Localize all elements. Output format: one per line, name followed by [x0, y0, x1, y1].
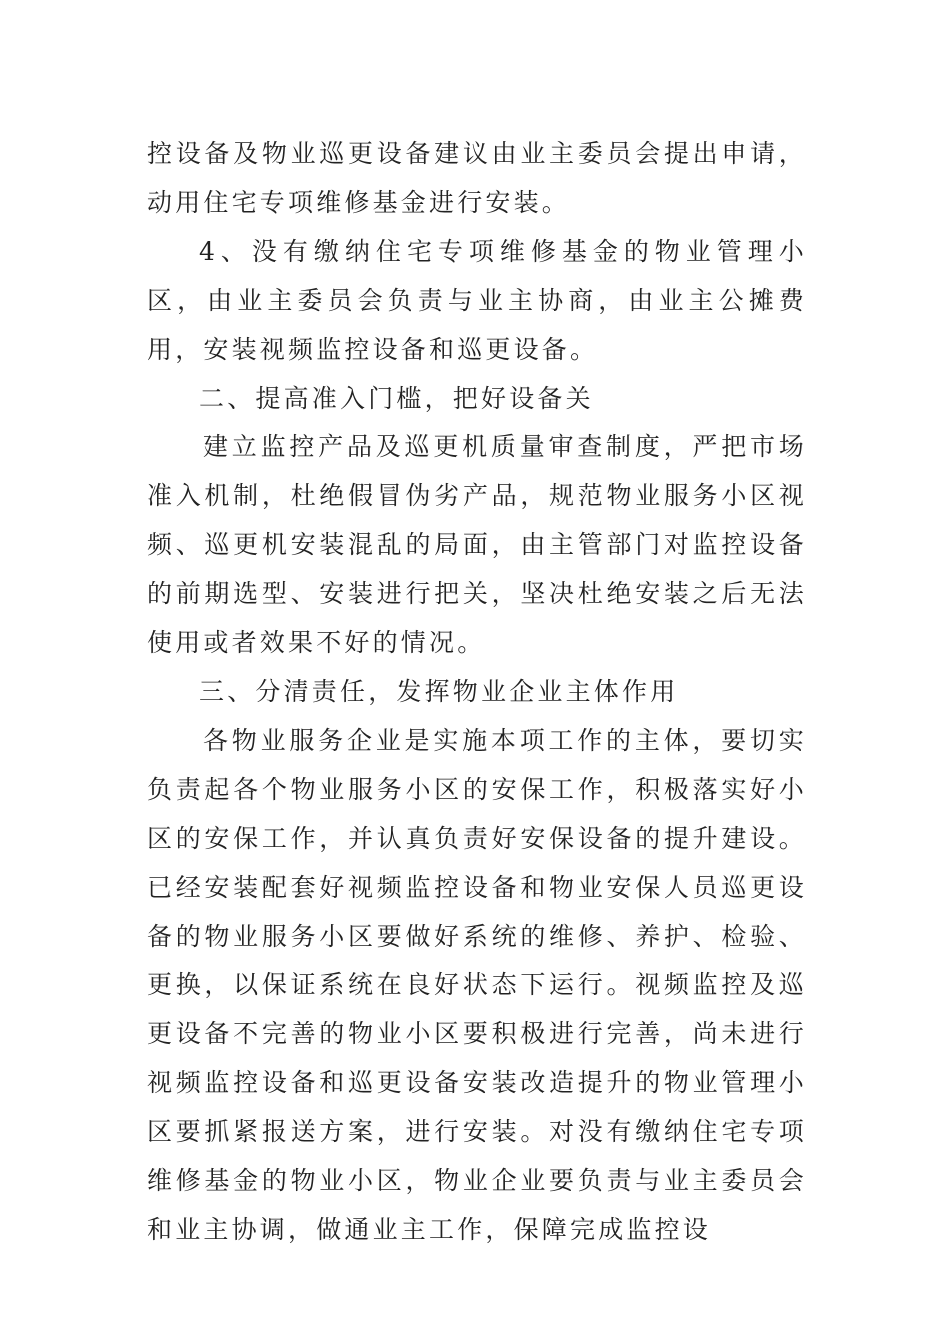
paragraph-section-3-body: 各物业服务企业是实施本项工作的主体，要切实负责起各个物业服务小区的安保工作，积极落实好小区的安保工作，并认真负责好安保设备的提升建设。已经安装配套好视频监控设备和物业安保人员巡更设备的物业服务小区要做好系统的维修、养护、检验、更换，以保证系统在良好状态下运行。视频监控及巡更设备不完善的物业小区要积极进行完善，尚未进行视频监控设备和巡更设备安装改造提升的物业管理小区要抓紧报送方案，进行安装。对没有缴纳住宅专项维修基金的物业小区，物业企业要负责与业主委员会和业主协调，做通业主工作，保障完成监控设 [147, 725, 807, 1244]
document-body [147, 130, 807, 1255]
section-heading-2: 二、提高准入门槛，把好设备关 [199, 383, 594, 413]
paragraph-continuation: 控设备及物业巡更设备建议由业主委员会提出申请，动用住宅专项维修基金进行安装。 [147, 139, 807, 217]
paragraph-item-4: 4、没有缴纳住宅专项维修基金的物业管理小区，由业主委员会负责与业主协商，由业主公摊费用，安装视频监控设备和巡更设备。 [147, 236, 807, 364]
section-heading-3: 三、分清责任，发挥物业企业主体作用 [199, 676, 679, 706]
paragraph-section-2-body: 建立监控产品及巡更机质量审查制度，严把市场准入机制，杜绝假冒伪劣产品，规范物业服务小区视频、巡更机安装混乱的局面，由主管部门对监控设备的前期选型、安装进行把关，坚决杜绝安装之后无法使用或者效果不好的情况。 [147, 432, 807, 658]
